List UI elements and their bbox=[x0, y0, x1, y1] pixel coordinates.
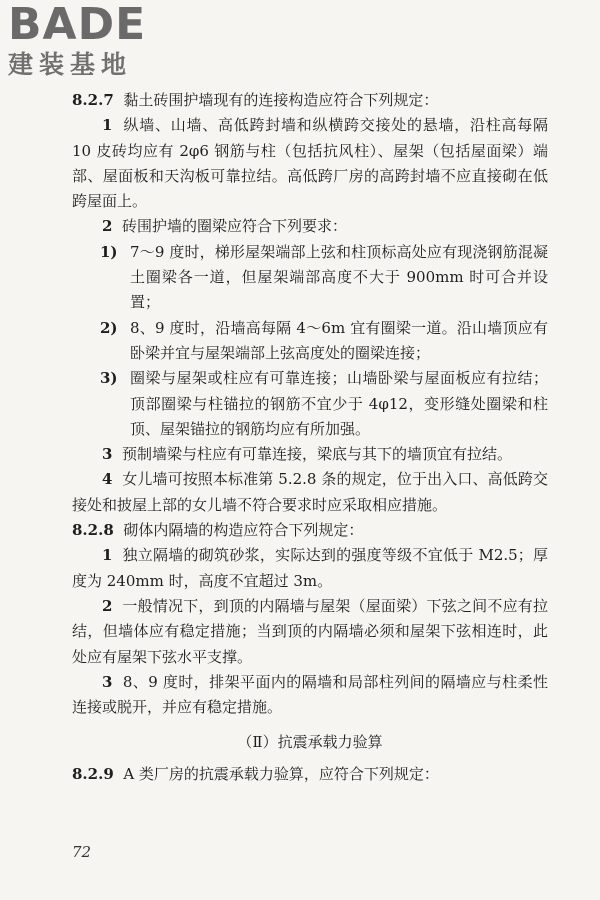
sub-item-text: 8、9 度时，沿墙高每隔 4～6m 宜有圈梁一道。沿山墙顶应有卧梁并宜与屋架端部上弦高度处的圈梁连接； bbox=[130, 318, 548, 362]
clause-8-2-8-item-2 bbox=[72, 594, 548, 670]
item-text: 女儿墙可按照本标准第 5.2.8 条的规定，位于出入口、高低跨交接处和披屋上部的女儿墙不符合要求时应采取相应措施。 bbox=[72, 470, 548, 514]
item-text: 砖围护墙的圈梁应符合下列要求： bbox=[121, 217, 347, 236]
item-number: 3 bbox=[102, 672, 113, 691]
clause-text: 砌体内隔墙的构造应符合下列规定： bbox=[123, 521, 364, 540]
clause-8-2-7-item-3 bbox=[72, 442, 548, 467]
clause-8-2-8-item-1 bbox=[72, 543, 548, 594]
sub-item-text: 圈梁与屋架或柱应有可靠连接；山墙卧梁与屋面板应有拉结；顶部圈梁与柱锚拉的钢筋不宜少于 4φ12，变形缝处圈梁和柱顶、屋架锚拉的钢筋均应有所加强。 bbox=[130, 369, 548, 438]
clause-8-2-7-item-1 bbox=[72, 113, 548, 214]
sub-item-number: 3) bbox=[100, 369, 118, 388]
clause-8-2-9 bbox=[72, 762, 548, 787]
clause-8-2-7 bbox=[72, 88, 548, 113]
item-number: 2 bbox=[102, 596, 113, 615]
clause-number: 8.2.9 bbox=[72, 764, 114, 783]
page-number: 72 bbox=[72, 843, 92, 861]
sub-item-number: 2) bbox=[100, 318, 118, 337]
sub-item-number: 1) bbox=[100, 242, 118, 261]
item-text: 独立隔墙的砌筑砂浆，实际达到的强度等级不宜低于 M2.5；厚度为 240mm 时，高度不宜超过 3m。 bbox=[72, 546, 548, 590]
sub-item-2 bbox=[72, 316, 548, 367]
sub-item-text: 7～9 度时，梯形屋架端部上弦和柱顶标高处应有现浇钢筋混凝土圈梁各一道，但屋架端部高度不大于 900mm 时可合并设置； bbox=[130, 242, 548, 312]
item-text: 8、9 度时，排架平面内的隔墙和局部柱列间的隔墙应与柱柔性连接或脱开，并应有稳定措施。 bbox=[72, 672, 548, 717]
clause-8-2-7-item-2 bbox=[72, 214, 548, 239]
page-body bbox=[72, 88, 548, 787]
item-number: 1 bbox=[102, 116, 113, 135]
logo-brand: BADE bbox=[8, 0, 147, 50]
clause-text: 黏土砖围护墙现有的连接构造应符合下列规定： bbox=[123, 91, 439, 109]
sub-item-1 bbox=[72, 240, 548, 316]
item-text: 预制墙梁与柱应有可靠连接，梁底与其下的墙顶宜有拉结。 bbox=[121, 445, 512, 464]
clause-8-2-8 bbox=[72, 518, 548, 543]
clause-number: 8.2.8 bbox=[72, 521, 114, 540]
clause-8-2-8-item-3 bbox=[72, 670, 548, 721]
item-number: 1 bbox=[102, 546, 113, 565]
clause-text: A 类厂房的抗震承载力验算，应符合下列规定： bbox=[123, 764, 439, 783]
site-logo bbox=[8, 2, 146, 80]
item-number: 2 bbox=[102, 217, 113, 236]
clause-8-2-7-item-4 bbox=[72, 467, 548, 518]
clause-number: 8.2.7 bbox=[72, 91, 114, 109]
item-number: 4 bbox=[102, 470, 113, 489]
logo-subtitle: 建装基地 bbox=[8, 50, 133, 79]
item-text: 纵墙、山墙、高低跨封墙和纵横跨交接处的悬墙，沿柱高每隔 10 皮砖均应有 2φ6 钢筋与柱（包括抗风柱）、屋架（包括屋面梁）端部、屋面板和天沟板可靠拉结。高低跨厂房的高跨封墙不应直接砌在低跨屋面上。 bbox=[72, 116, 548, 211]
sub-item-3 bbox=[72, 366, 548, 442]
section-heading: （Ⅱ）抗震承载力验算 bbox=[237, 733, 383, 752]
item-number: 3 bbox=[102, 445, 113, 464]
item-text: 一般情况下，到顶的内隔墙与屋架（屋面梁）下弦之间不应有拉结，但墙体应有稳定措施；当到顶的内隔墙必须和屋架下弦相连时，此处应有屋架下弦水平支撑。 bbox=[72, 596, 548, 666]
